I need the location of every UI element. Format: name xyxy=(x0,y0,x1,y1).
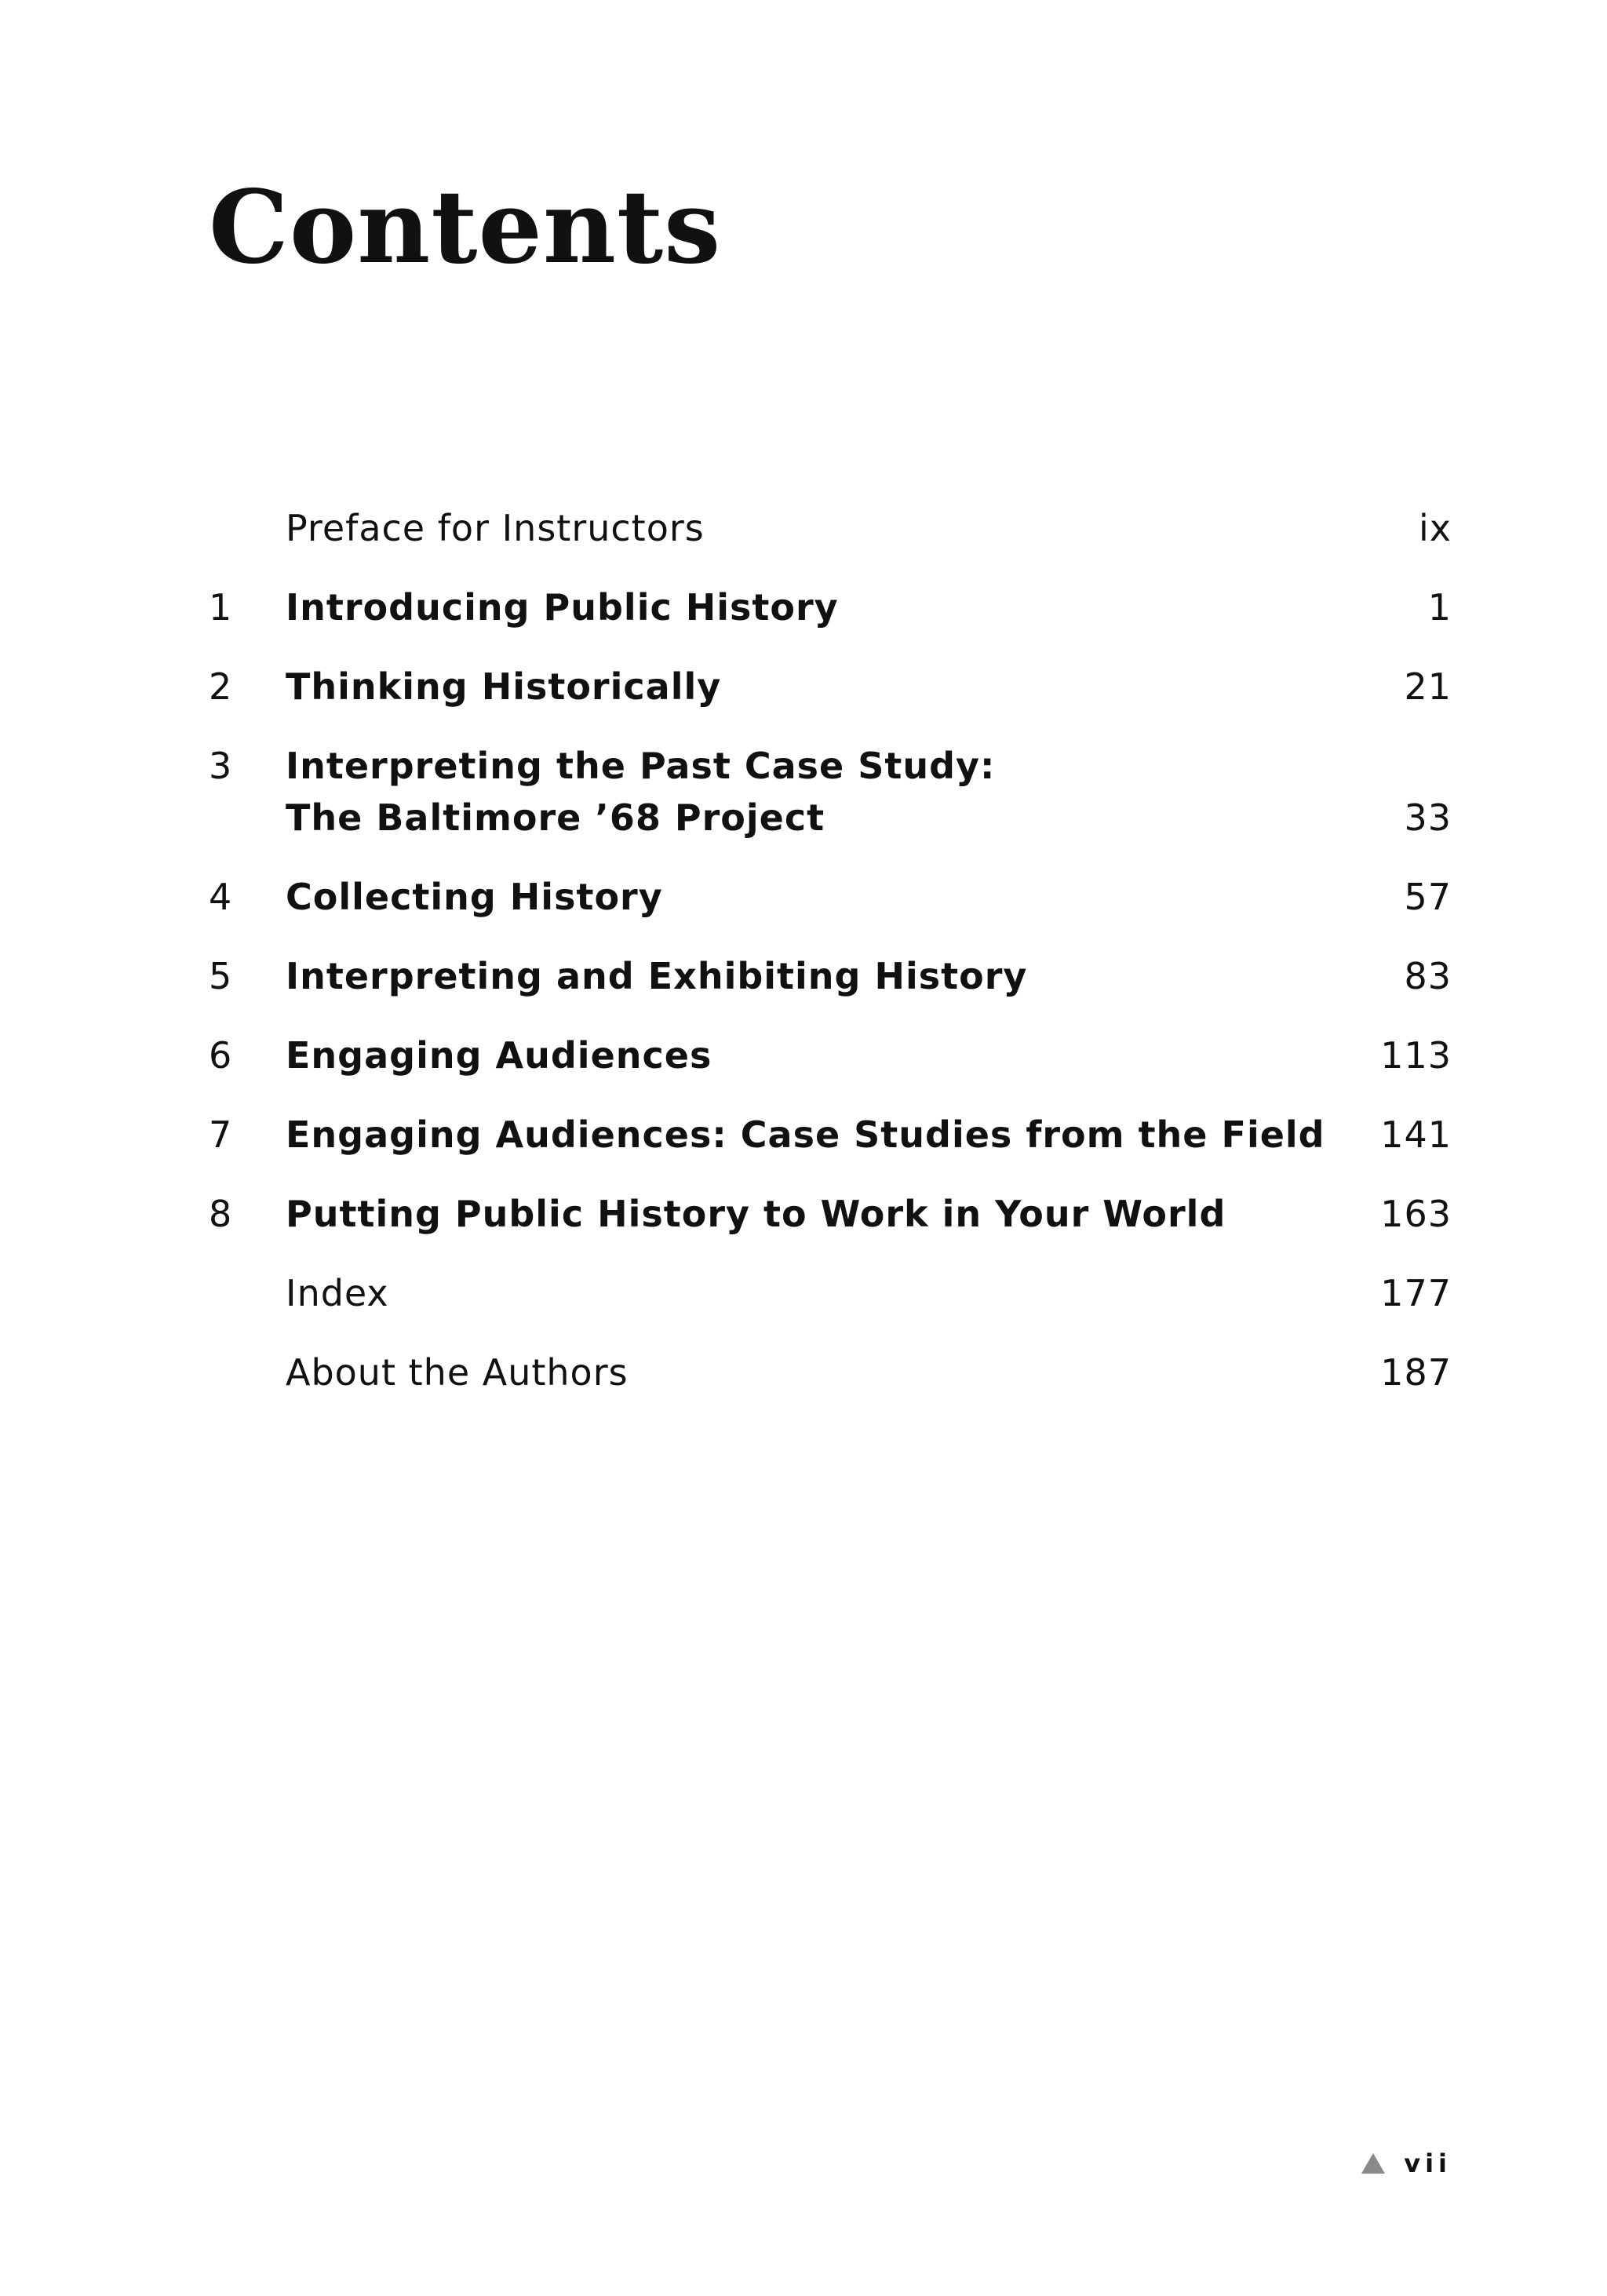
toc-entry[interactable] xyxy=(209,1267,1452,1319)
page-number: vii xyxy=(1404,2148,1452,2178)
toc-entry-page: 57 xyxy=(1404,876,1452,918)
toc-entry-page: 33 xyxy=(1404,796,1452,839)
page-title: Contents xyxy=(209,169,722,286)
toc-entry-title-line: Collecting History xyxy=(286,876,663,918)
toc-entry-title xyxy=(286,1267,1357,1319)
toc-entry-number: 3 xyxy=(209,745,233,787)
toc-entry-page: 83 xyxy=(1404,955,1452,997)
toc-entry-number: 5 xyxy=(209,955,233,997)
toc-entry-title xyxy=(286,1347,1357,1398)
toc-entry-title-line: Interpreting and Exhibiting History xyxy=(286,955,1028,997)
toc-entry-number: 1 xyxy=(209,586,233,629)
toc-entry[interactable] xyxy=(209,502,1452,554)
toc-entry-number: 4 xyxy=(209,876,233,918)
toc-entry-title xyxy=(286,502,1357,554)
toc-entry-title-line: Index xyxy=(286,1272,389,1314)
toc-entry-number: 2 xyxy=(209,665,233,708)
toc-entry[interactable] xyxy=(209,581,1452,633)
toc-entry-title-line: Engaging Audiences: Case Studies from the Field xyxy=(286,1113,1325,1156)
toc-entry-page: 21 xyxy=(1404,665,1452,708)
toc-entry-page: ix xyxy=(1418,507,1452,549)
toc-entry[interactable] xyxy=(209,661,1452,712)
toc-entry-page: 177 xyxy=(1380,1272,1452,1314)
toc-entry-title xyxy=(286,1030,1357,1081)
toc-entry-title-line: Preface for Instructors xyxy=(286,507,705,549)
toc-entry-title xyxy=(286,871,1357,923)
toc-entry-page: 163 xyxy=(1380,1193,1452,1235)
page-footer xyxy=(1361,2148,1452,2178)
toc-entry-title xyxy=(286,1188,1357,1240)
toc-entry-number: 6 xyxy=(209,1034,233,1077)
toc-entry-title xyxy=(286,1109,1357,1161)
toc-entry-title xyxy=(286,661,1357,712)
toc-entry-number: 7 xyxy=(209,1113,233,1156)
toc-entry[interactable] xyxy=(209,871,1452,923)
toc-entry-page: 141 xyxy=(1380,1113,1452,1156)
toc-entry-title-line: Engaging Audiences xyxy=(286,1034,712,1077)
toc-entry-title xyxy=(286,581,1357,633)
toc-entry-number: 8 xyxy=(209,1193,233,1235)
toc-entry[interactable] xyxy=(209,1188,1452,1240)
table-of-contents xyxy=(209,502,1452,1426)
toc-entry-title xyxy=(286,950,1357,1002)
toc-entry[interactable] xyxy=(209,950,1452,1002)
toc-entry[interactable] xyxy=(209,740,1452,844)
toc-entry-page: 113 xyxy=(1380,1034,1452,1077)
toc-entry-title-line: Introducing Public History xyxy=(286,586,839,629)
toc-entry[interactable] xyxy=(209,1347,1452,1398)
toc-entry-title-line: The Baltimore ’68 Project xyxy=(286,796,825,839)
toc-entry-title-line: Interpreting the Past Case Study: xyxy=(286,745,996,787)
toc-entry-title-line: Putting Public History to Work in Your World xyxy=(286,1193,1226,1235)
triangle-icon xyxy=(1361,2153,1385,2174)
toc-entry-title-line: Thinking Historically xyxy=(286,665,722,708)
toc-entry-title-line: About the Authors xyxy=(286,1351,629,1394)
toc-entry-title xyxy=(286,740,1357,844)
toc-entry-page: 187 xyxy=(1380,1351,1452,1394)
toc-entry[interactable] xyxy=(209,1030,1452,1081)
toc-entry-page: 1 xyxy=(1427,586,1452,629)
toc-entry[interactable] xyxy=(209,1109,1452,1161)
